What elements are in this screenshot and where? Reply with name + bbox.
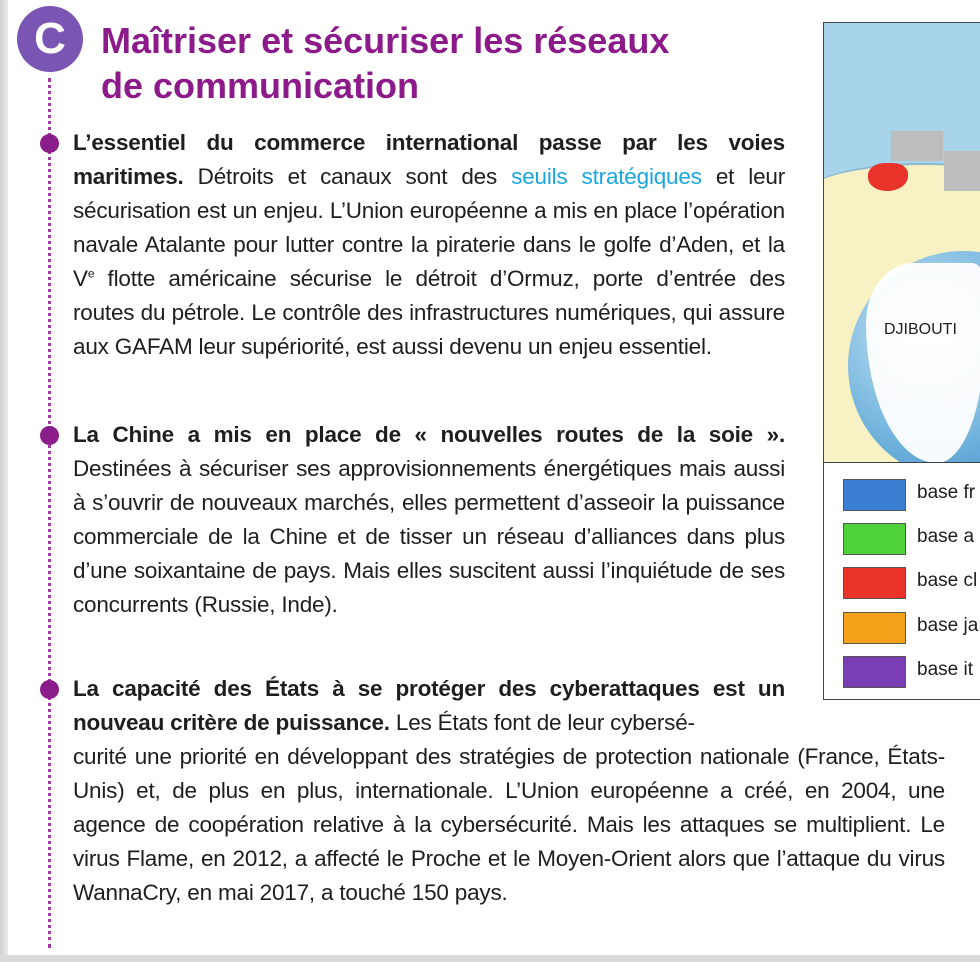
bullet-2 [40,426,59,445]
glossary-term-link[interactable]: seuils stratégiques [511,164,702,189]
dotted-timeline [48,78,51,948]
legend-label: base a [917,526,975,547]
map-panel [823,22,980,464]
paragraph-2-lead: La Chine a mis en place de « nouvelles routes de la soie ». [73,422,785,447]
legend-label: base it [917,659,973,680]
paragraph-3-body [73,740,945,910]
superscript: e [87,266,95,281]
paragraph-3-text-a: Les États font de leur cybersé- [389,710,695,735]
page-edge [0,0,8,962]
paragraph-3-text-b: curité une priorité en développant des stratégies de protection nationale (France, États-Unis) et, de plus en plus, internationale. L’Union européenne a créé, en 2004, une agence de coopération relative à la cybersécurité. Mais les attaques se multiplient. Le virus Flame, en 2012, a affecté le Proche et le Moyen-Orient alors que l’attaque du virus WannaCry, en mai 2017, a touché 150 pays. [73,744,945,905]
paragraph-1-text-c: flotte américaine sécurise le détroit d’Ormuz, porte d’entrée des routes du pétrole. Le contrôle des infrastructures numériques, qui assure aux GAFAM leur supériorité, est aussi devenu un enjeu essentiel. [73,266,785,359]
map-region-grey [891,131,943,161]
section-title-line-2: de communication [101,65,420,106]
legend-label: base ja [917,615,979,636]
map-region-grey [944,151,980,191]
bullet-3 [40,680,59,699]
paragraph-1 [73,126,785,364]
legend-label: base cl [917,570,978,591]
paragraph-1-text-b: et leur sécurisation est un enjeu. L’Union européenne a mis en place l’opération navale Atalante pour lutter contre la piraterie dans le golfe d’Aden, et la V [73,164,785,291]
legend-swatch [843,523,906,555]
section-title-line-1: Maîtriser et sécuriser les réseaux [101,20,670,61]
legend-swatch [843,656,906,688]
paragraph-2-text: Destinées à sécuriser ses approvisionnements énergétiques mais aussi à s’ouvrir de nouveaux marchés, elles permettent d’asseoir la puissance commerciale de la Chine et de tisser un réseau d’alliances dans plus d’une soixantaine de pays. Mais elles suscitent aussi l’inquiétude de ses concurrents (Russie, Inde). [73,456,785,617]
section-title [101,18,669,108]
legend-swatch [843,479,906,511]
map-legend [823,462,980,700]
legend-swatch [843,567,906,599]
paragraph-1-text-a: Détroits et canaux sont des [183,164,512,189]
next-page-edge [0,955,980,962]
bullet-1 [40,134,59,153]
section-badge: C [17,6,83,72]
paragraph-3-head [73,672,785,740]
paragraph-3-lead: La capacité des États à se protéger des cyberattaques est un nouveau critère de puissance. [73,676,785,735]
paragraph-1-lead: L’essentiel du commerce international passe par les voies maritimes. [73,130,785,189]
paragraph-2 [73,418,785,622]
legend-label: base fr [917,482,976,503]
legend-swatch [843,612,906,644]
map-label-djibouti: DJIBOUTI [884,321,957,338]
